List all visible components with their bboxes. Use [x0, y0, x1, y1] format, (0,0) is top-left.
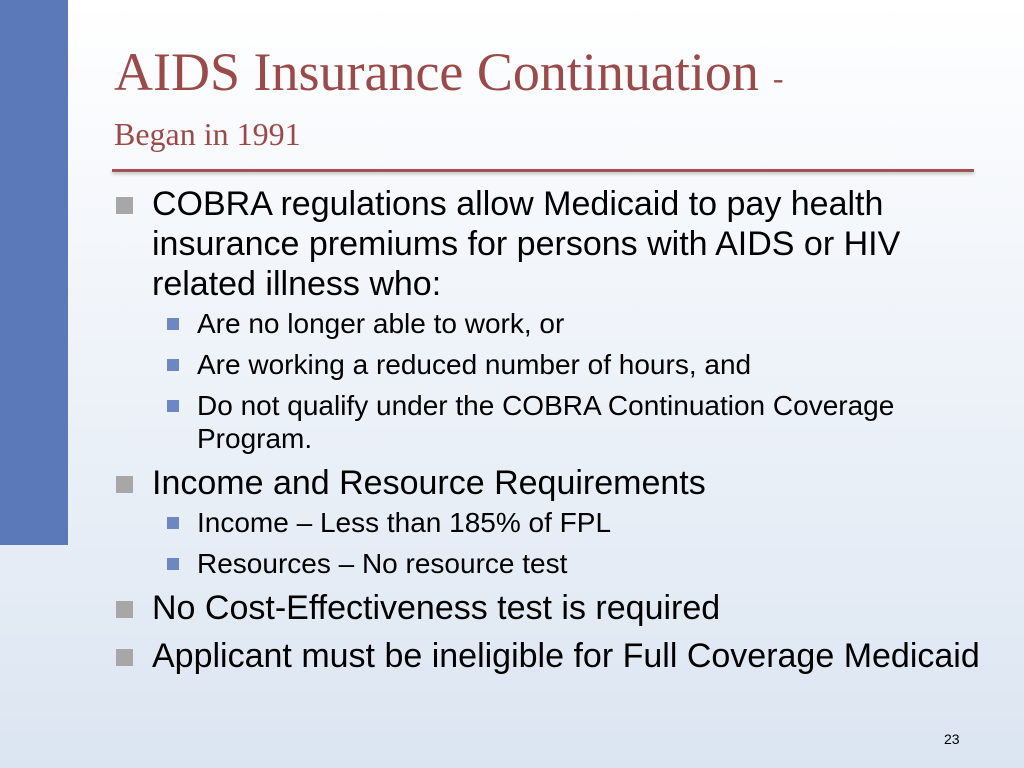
bullet-text: Income and Resource Requirements: [152, 464, 706, 502]
square-bullet-icon: [167, 318, 179, 330]
square-bullet-icon: [167, 517, 179, 529]
square-bullet-icon: [116, 476, 133, 493]
bullet-text: COBRA regulations allow Medicaid to pay health insurance premiums for persons with AIDS or HIV related illness who:: [152, 185, 901, 303]
sub-bullet-item: [112, 348, 992, 381]
bullet-item: [112, 588, 992, 628]
title-block: [114, 40, 994, 152]
slide-title: [114, 40, 994, 110]
square-bullet-icon: [167, 400, 179, 412]
square-bullet-icon: [116, 601, 133, 618]
left-accent-bar: [0, 0, 68, 545]
title-divider: [112, 169, 974, 172]
sub-bullet-item: [112, 389, 992, 455]
slide-content: [112, 184, 992, 676]
sub-bullet-text: Are no longer able to work, or: [197, 308, 565, 339]
sub-bullet-item: [112, 307, 992, 340]
square-bullet-icon: [167, 558, 179, 570]
bullet-item: [112, 463, 992, 503]
square-bullet-icon: [167, 359, 179, 371]
slide-title-text: AIDS Insurance Continuation: [114, 42, 759, 102]
bullet-text: No Cost-Effectiveness test is required: [152, 589, 721, 627]
sub-bullet-item: [112, 547, 992, 580]
sub-bullet-text: Are working a reduced number of hours, and: [197, 349, 752, 380]
title-dash: -: [772, 59, 784, 96]
sub-bullet-item: [112, 506, 992, 539]
sub-bullet-text: Income – Less than 185% of FPL: [197, 507, 612, 538]
square-bullet-icon: [116, 197, 133, 214]
bullet-item: [112, 184, 992, 304]
bullet-text: Applicant must be ineligible for Full Coverage Medicaid: [152, 637, 980, 675]
sub-bullet-text: Resources – No resource test: [197, 548, 568, 579]
slide-subtitle: Began in 1991: [114, 115, 301, 152]
bullet-item: [112, 636, 992, 676]
square-bullet-icon: [116, 649, 133, 666]
sub-bullet-text: Do not qualify under the COBRA Continuation Coverage Program.: [197, 390, 895, 454]
page-number: 23: [944, 731, 960, 747]
